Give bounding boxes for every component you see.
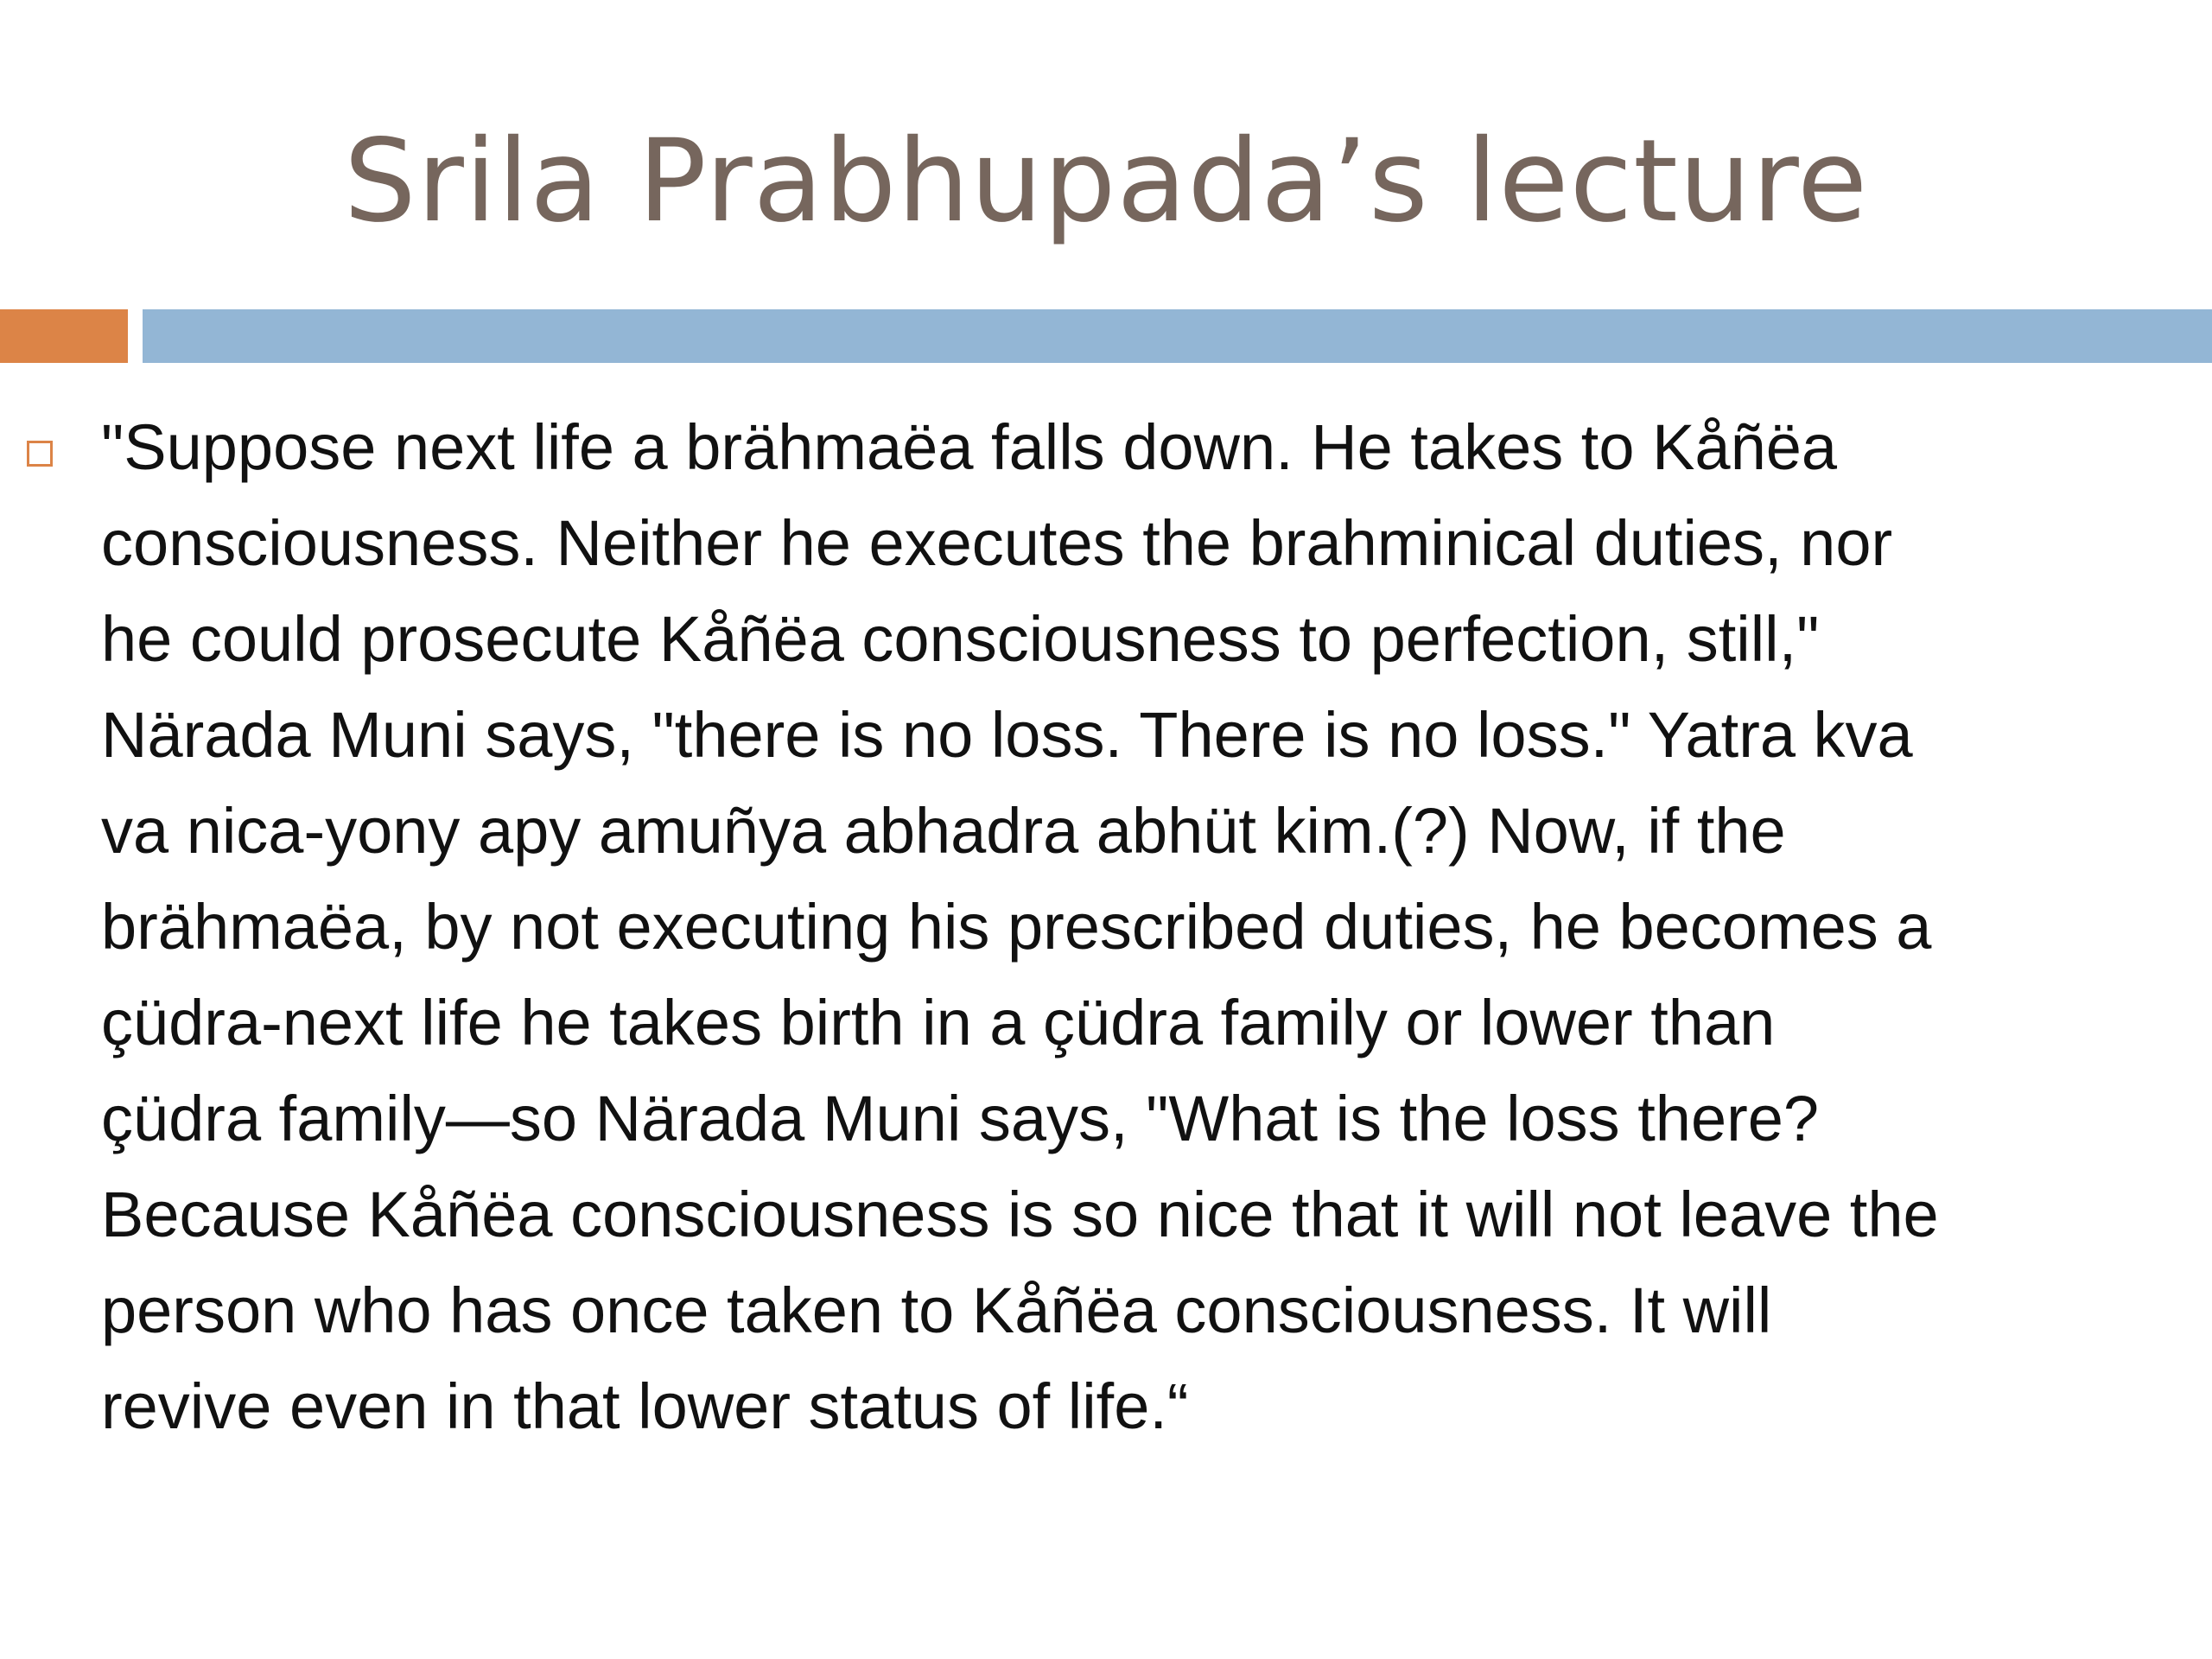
title-accent-bar-blue — [143, 309, 2212, 363]
title-accent-bar-orange — [0, 309, 128, 363]
bullet-quote-text: "Suppose next life a brähmaëa falls down. He takes to Kåñëa consciousness. Neither he executes the brahminical duties, nor he could prosecute Kåñëa consciousness to perfection, still," Närada Muni says, "there is no loss. There is no loss." Yatra kva va nica-yony apy amuñya abhadra abhüt kim.(?) Now, if the brähmaëa, by not executing his prescribed duties, he becomes a çüdra-next life he takes birth in a çüdra family or lower than çüdra family—so Närada Muni says, "What is the loss there? Because Kåñëa consciousness is so nice that it will not leave the person who has once taken to Kåñëa consciousness. It will revive even in that lower status of life.“ — [101, 411, 1939, 1442]
slide-title: Srila Prabhupada’s lecture — [343, 115, 1869, 248]
hollow-square-bullet-icon — [27, 441, 53, 467]
